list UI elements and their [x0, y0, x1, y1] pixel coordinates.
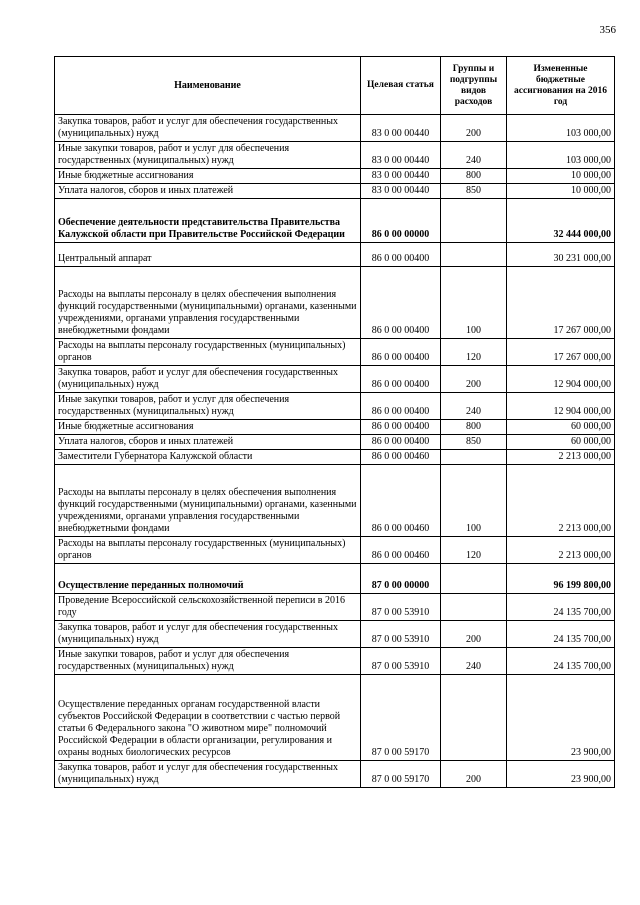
row-amount: 96 199 800,00: [507, 564, 615, 594]
row-amount: 2 213 000,00: [507, 465, 615, 537]
table-header-row: [55, 57, 615, 115]
table-row: [55, 594, 615, 621]
table-row: [55, 621, 615, 648]
row-expense-group: [441, 450, 507, 465]
row-expense-group: 100: [441, 465, 507, 537]
table-row: [55, 648, 615, 675]
row-target-article: 86 0 00 00460: [361, 465, 441, 537]
row-target-article: 83 0 00 00440: [361, 142, 441, 169]
row-target-article: 87 0 00 53910: [361, 648, 441, 675]
table-row: [55, 393, 615, 420]
row-amount: 10 000,00: [507, 184, 615, 199]
row-expense-group: 200: [441, 761, 507, 788]
row-amount: 60 000,00: [507, 420, 615, 435]
row-name: Закупка товаров, работ и услуг для обеспечения государственных (муниципальных) нужд: [55, 366, 361, 393]
row-expense-group: 200: [441, 115, 507, 142]
row-amount: 24 135 700,00: [507, 621, 615, 648]
row-amount: 103 000,00: [507, 115, 615, 142]
table-row: [55, 435, 615, 450]
row-expense-group: 120: [441, 537, 507, 564]
row-name: Обеспечение деятельности представительства Правительства Калужской области при Правительстве Российской Федерации: [55, 199, 361, 243]
row-amount: 24 135 700,00: [507, 648, 615, 675]
row-target-article: 86 0 00 00460: [361, 450, 441, 465]
row-expense-group: [441, 243, 507, 267]
row-amount: 2 213 000,00: [507, 450, 615, 465]
row-target-article: 86 0 00 00460: [361, 537, 441, 564]
table-row: [55, 564, 615, 594]
row-amount: 30 231 000,00: [507, 243, 615, 267]
row-expense-group: 200: [441, 366, 507, 393]
budget-table: [54, 56, 615, 788]
row-amount: 17 267 000,00: [507, 339, 615, 366]
row-expense-group: [441, 199, 507, 243]
row-amount: 2 213 000,00: [507, 537, 615, 564]
row-target-article: 87 0 00 00000: [361, 564, 441, 594]
row-amount: 32 444 000,00: [507, 199, 615, 243]
table-body: [55, 115, 615, 788]
row-name: Расходы на выплаты персоналу государственных (муниципальных) органов: [55, 339, 361, 366]
row-expense-group: 240: [441, 648, 507, 675]
row-expense-group: [441, 594, 507, 621]
table-row: [55, 199, 615, 243]
header-target-article: Целевая статья: [361, 57, 441, 115]
row-name: Иные закупки товаров, работ и услуг для обеспечения государственных (муниципальных) нужд: [55, 648, 361, 675]
table-row: [55, 267, 615, 339]
row-name: Заместители Губернатора Калужской области: [55, 450, 361, 465]
row-target-article: 83 0 00 00440: [361, 184, 441, 199]
row-name: Проведение Всероссийской сельскохозяйственной переписи в 2016 году: [55, 594, 361, 621]
table-row: [55, 169, 615, 184]
row-target-article: 86 0 00 00400: [361, 267, 441, 339]
row-target-article: 86 0 00 00400: [361, 366, 441, 393]
row-amount: 10 000,00: [507, 169, 615, 184]
table-row: [55, 450, 615, 465]
row-target-article: 86 0 00 00400: [361, 420, 441, 435]
row-amount: 60 000,00: [507, 435, 615, 450]
row-target-article: 87 0 00 53910: [361, 594, 441, 621]
row-name: Расходы на выплаты персоналу в целях обеспечения выполнения функций государственными (муниципальными) органами, казенными учреждениями, органами управления государственными внебюджетными фондами: [55, 267, 361, 339]
row-target-article: 87 0 00 59170: [361, 675, 441, 761]
row-name: Иные бюджетные ассигнования: [55, 169, 361, 184]
row-name: Закупка товаров, работ и услуг для обеспечения государственных (муниципальных) нужд: [55, 761, 361, 788]
header-name: Наименование: [55, 57, 361, 115]
row-name: Иные закупки товаров, работ и услуг для обеспечения государственных (муниципальных) нужд: [55, 142, 361, 169]
row-target-article: 86 0 00 00400: [361, 243, 441, 267]
row-expense-group: 850: [441, 184, 507, 199]
row-name: Закупка товаров, работ и услуг для обеспечения государственных (муниципальных) нужд: [55, 115, 361, 142]
table-row: [55, 537, 615, 564]
row-amount: 23 900,00: [507, 761, 615, 788]
row-target-article: 86 0 00 00000: [361, 199, 441, 243]
row-expense-group: 800: [441, 169, 507, 184]
row-amount: 23 900,00: [507, 675, 615, 761]
row-expense-group: 800: [441, 420, 507, 435]
table-row: [55, 675, 615, 761]
row-expense-group: [441, 675, 507, 761]
row-amount: 17 267 000,00: [507, 267, 615, 339]
row-name: Центральный аппарат: [55, 243, 361, 267]
table-row: [55, 115, 615, 142]
row-target-article: 87 0 00 53910: [361, 621, 441, 648]
row-expense-group: 100: [441, 267, 507, 339]
table-row: [55, 761, 615, 788]
row-expense-group: 850: [441, 435, 507, 450]
row-expense-group: 120: [441, 339, 507, 366]
table-row: [55, 184, 615, 199]
row-target-article: 87 0 00 59170: [361, 761, 441, 788]
row-expense-group: 240: [441, 142, 507, 169]
table-row: [55, 243, 615, 267]
row-name: Уплата налогов, сборов и иных платежей: [55, 184, 361, 199]
page-number: 356: [599, 24, 616, 36]
row-target-article: 86 0 00 00400: [361, 393, 441, 420]
row-name: Осуществление переданных полномочий: [55, 564, 361, 594]
row-name: Расходы на выплаты персоналу в целях обеспечения выполнения функций государственными (муниципальными) органами, казенными учреждениями, органами управления государственными внебюджетными фондами: [55, 465, 361, 537]
row-name: Иные закупки товаров, работ и услуг для обеспечения государственных (муниципальных) нужд: [55, 393, 361, 420]
table-row: [55, 339, 615, 366]
row-name: Уплата налогов, сборов и иных платежей: [55, 435, 361, 450]
row-expense-group: [441, 564, 507, 594]
row-target-article: 83 0 00 00440: [361, 169, 441, 184]
budget-table-container: [54, 56, 614, 788]
row-name: Иные бюджетные ассигнования: [55, 420, 361, 435]
row-amount: 103 000,00: [507, 142, 615, 169]
row-name: Закупка товаров, работ и услуг для обеспечения государственных (муниципальных) нужд: [55, 621, 361, 648]
header-amended-allocations: Измененные бюджетные ассигнования на 2016 год: [507, 57, 615, 115]
row-expense-group: 240: [441, 393, 507, 420]
row-amount: 24 135 700,00: [507, 594, 615, 621]
table-row: [55, 465, 615, 537]
row-amount: 12 904 000,00: [507, 366, 615, 393]
header-expense-groups: Группы и подгруппы видов расходов: [441, 57, 507, 115]
row-name: Расходы на выплаты персоналу государственных (муниципальных) органов: [55, 537, 361, 564]
row-name: Осуществление переданных органам государственной власти субъектов Российской Федерации в соответствии с частью первой статьи 6 Федерального закона "О животном мире" полномочий Российской Федерации в области организации, регулирования и охраны водных биологических ресурсов: [55, 675, 361, 761]
row-amount: 12 904 000,00: [507, 393, 615, 420]
row-target-article: 83 0 00 00440: [361, 115, 441, 142]
row-target-article: 86 0 00 00400: [361, 339, 441, 366]
table-row: [55, 366, 615, 393]
table-row: [55, 420, 615, 435]
table-row: [55, 142, 615, 169]
row-target-article: 86 0 00 00400: [361, 435, 441, 450]
row-expense-group: 200: [441, 621, 507, 648]
